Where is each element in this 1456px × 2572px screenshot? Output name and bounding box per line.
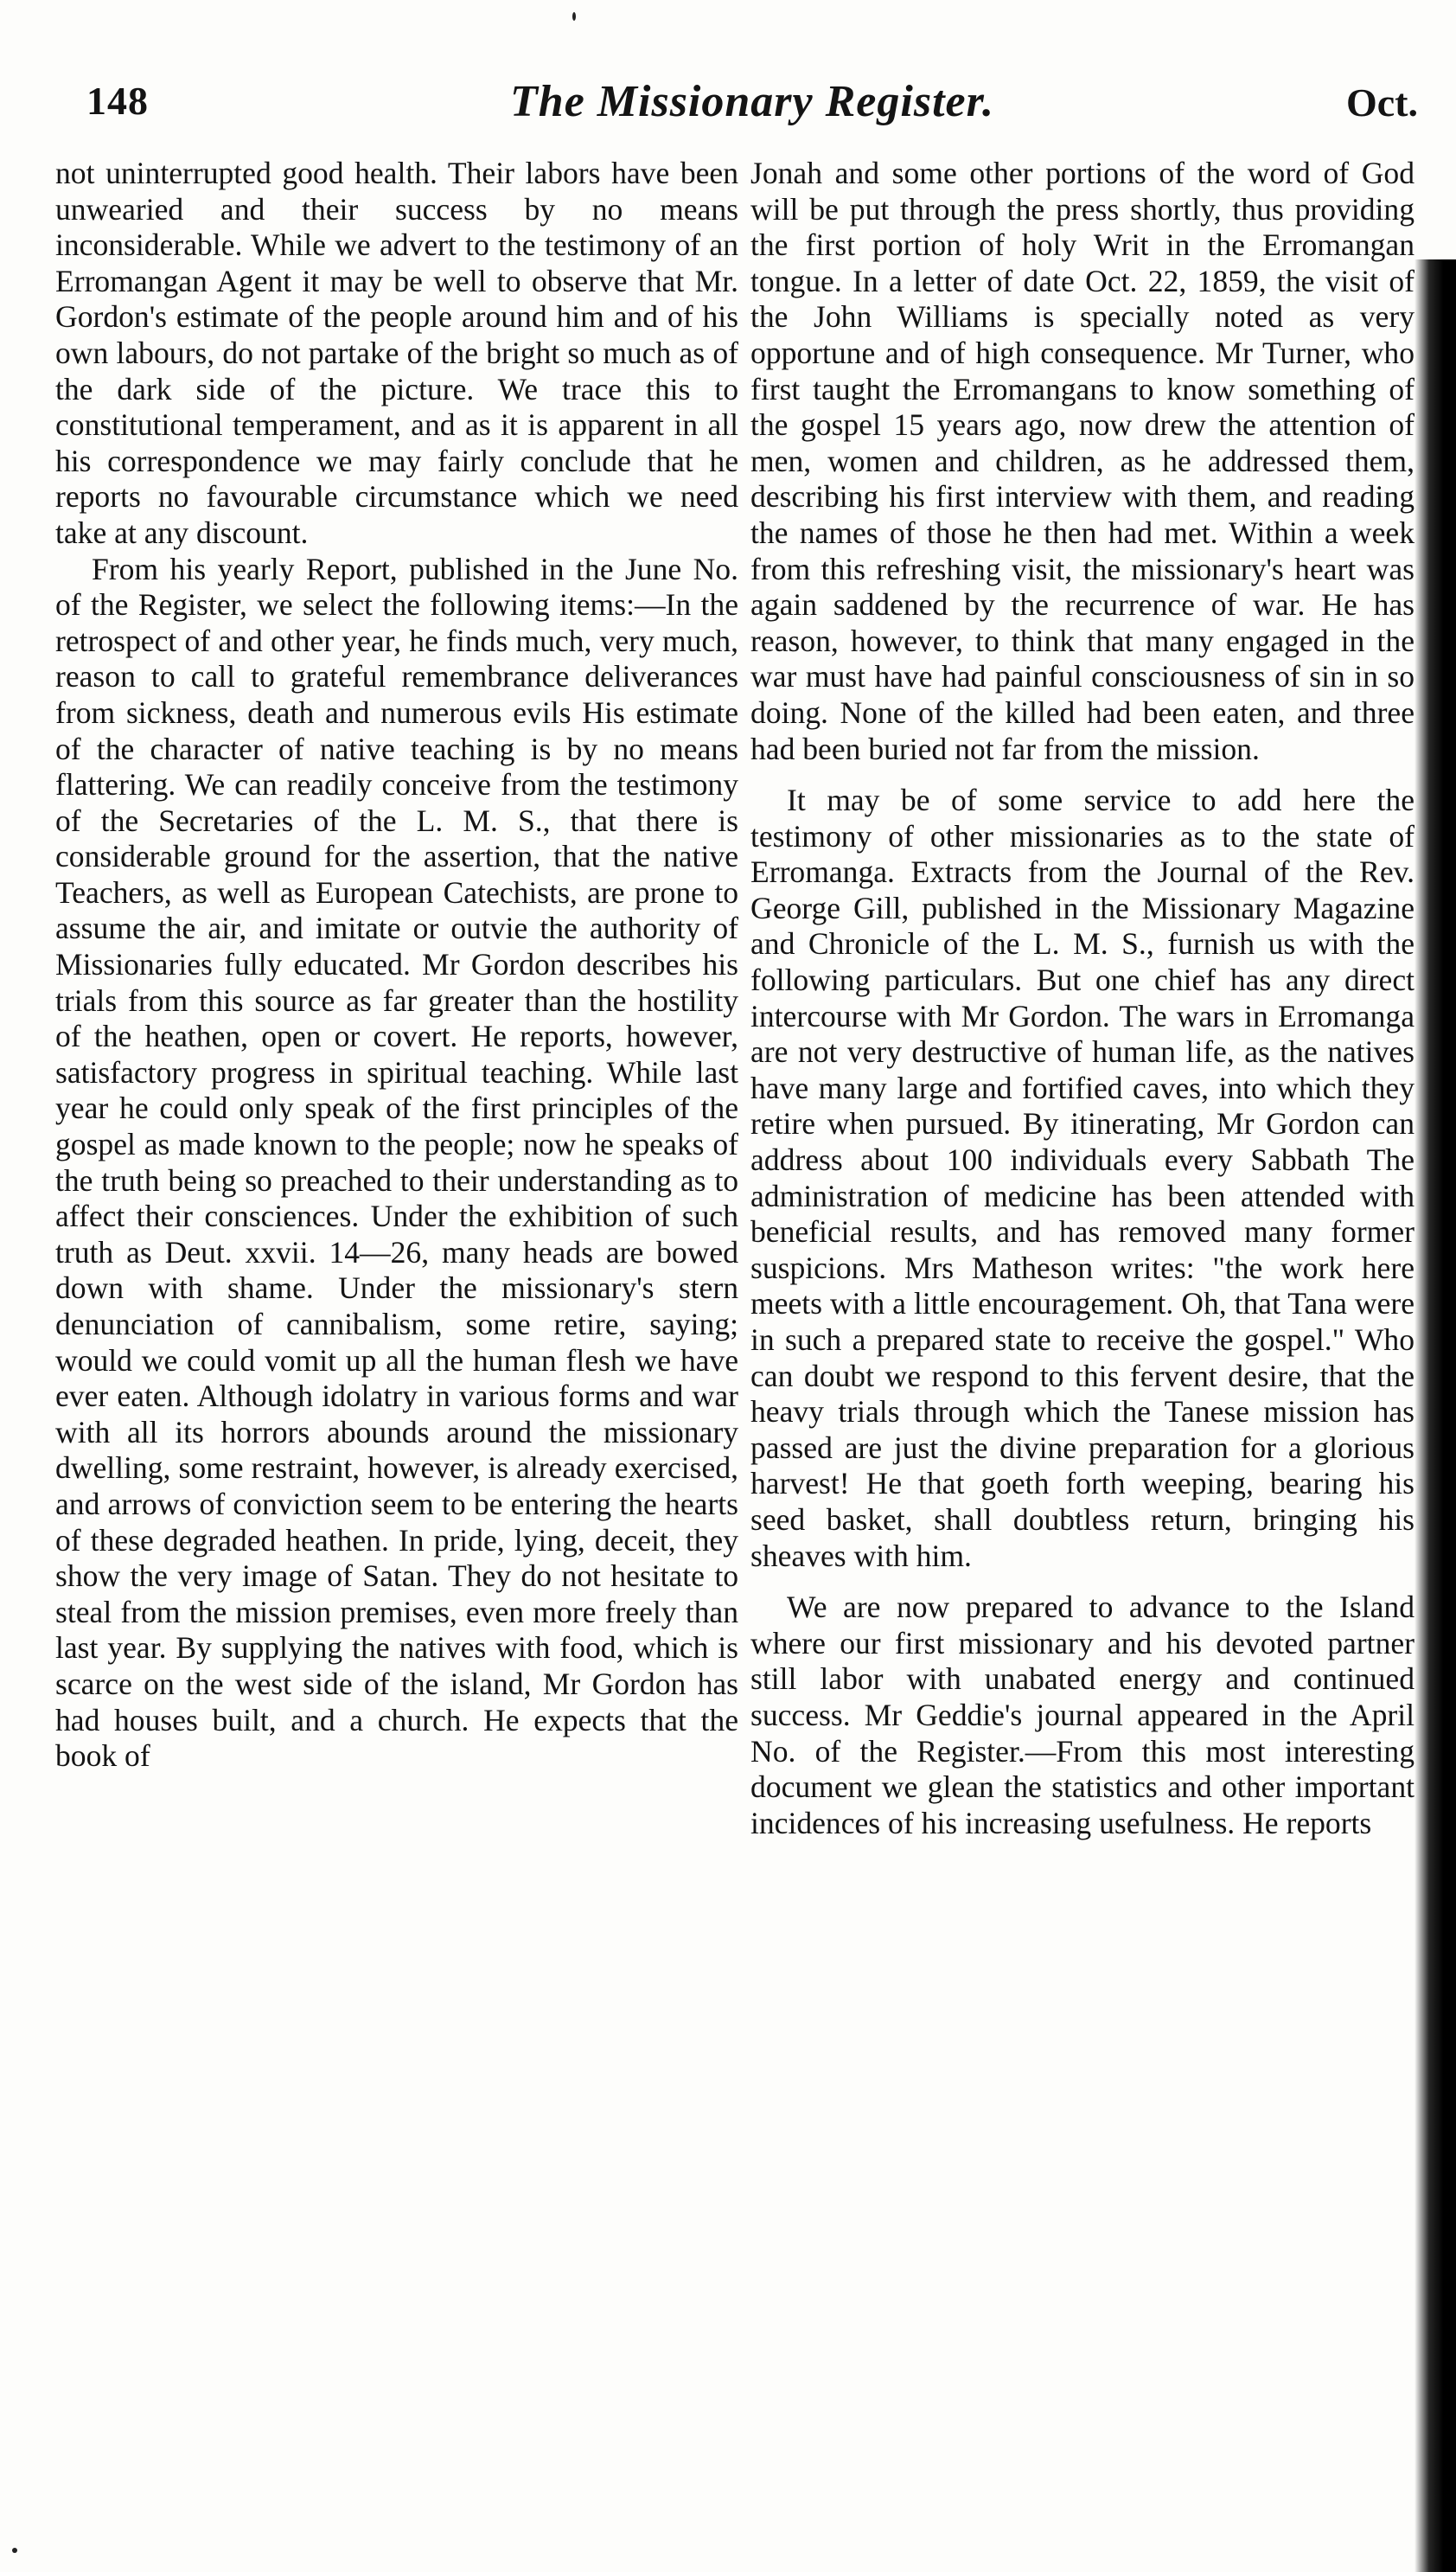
paragraph: not uninterrupted good health. Their labors have been unwearied and their success by no means inconsiderable. While we advert to the testimony of an Erromangan Agent it may be well to observe that Mr. Gordon's estimate of the people around him and of his own labours, do not partake of the bright so much as of the dark side of the picture. We trace this to constitutional temperament, and as it is apparent in all his correspondence we may fairly conclude that he reports no favourable circumstance which we need take at any discount. [55,156,738,550]
paragraph: We are now prepared to advance to the Island where our first missionary and his devoted partner still labor with unabated energy and continued success. Mr Geddie's journal appeared in the April No. of the Register.—From this most interesting document we glean the statistics and other important incidences of his increasing usefulness. He reports [750,1590,1414,1840]
binding-shadow [1414,259,1456,2572]
paragraph: It may be of some service to add here the testimony of other missionaries as to the state of Erromanga. Extracts from the Journal of the Rev. George Gill, published in the Missionary Magazine and Chronicle of the L. M. S., furnish us with the following particulars. But one chief has any direct intercourse with Mr Gordon. The wars in Erromanga are not very destructive of human life, as the natives have many large and fortified caves, into which they retire when pursued. By itinerating, Mr Gordon can address about 100 individuals every Sabbath The administration of medicine has been attended with beneficial results, and has removed many former suspicions. Mrs Matheson writes: "the work here meets with a little encouragement. Oh, that Tana were in such a prepared state to receive the gospel." Who can doubt we respond to this fervent desire, that the heavy trials through which the Tanese mission has passed are just the divine preparation for a glorious harvest! He that goeth forth weeping, bearing his seed basket, shall doubtless return, bringing his sheaves with him. [750,783,1414,1573]
journal-title: The Missionary Register. [510,77,994,126]
print-speck [572,12,576,21]
right-column [750,156,1414,1841]
page-number: 148 [86,79,149,123]
paragraph: From his yearly Report, published in the June No. of the Register, we select the following items:—In the retrospect of and other year, he finds much, very much, reason to call to grateful remembrance deliverances from sickness, death and numerous evils His estimate of the character of native teaching is by no means flattering. We can readily conceive from the testimony of the Secretaries of the L. M. S., that there is considerable ground for the assertion, that the native Teachers, as well as European Catechists, are prone to assume the air, and imitate or outvie the authority of Missionaries fully educated. Mr Gordon describes his trials from this source as far greater than the hostility of the heathen, open or covert. He reports, however, satisfactory progress in spiritual teaching. While last year he could only speak of the first principles of the gospel as made known to the people; now he speaks of the truth being so preached to their understanding as to affect their consciences. Under the exhibition of such truth as Deut. xxvii. 14—26, many heads are bowed down with shame. Under the missionary's stern denunciation of cannibalism, some retire, saying; would we could vomit up all the human flesh we have ever eaten. Although idolatry in various forms and war with all its horrors abounds around the missionary dwelling, some restraint, however, is already exercised, and arrows of conviction seem to be entering the hearts of these degraded heathen. In pride, lying, deceit, they show the very image of Satan. They do not hesitate to steal from the mission premises, even more freely than last year. By supplying the natives with food, which is scarce on the west side of the island, Mr Gordon has had houses built, and a church. He expects that the book of [55,551,738,1774]
issue-month: Oct. [1345,80,1418,125]
left-column [55,156,738,1775]
print-speck [12,2548,17,2553]
running-head [86,71,1418,140]
paragraph: Jonah and some other portions of the word of God will be put through the press shortly, thus providing the first portion of holy Writ in the Erromangan tongue. In a letter of date Oct. 22, 1859, the visit of the John Williams is specially noted as very opportune and of high consequence. Mr Turner, who first taught the Erromangans to know something of the gospel 15 years ago, now drew the attention of men, women and children, as he addressed them, describing his first interview with them, and reading the names of those he then had met. Within a week from this refreshing visit, the missionary's heart was again saddened by the recurrence of war. He has reason, however, to think that many engaged in the war must have had painful consciousness of sin in so doing. None of the killed had been eaten, and three had been buried not far from the mission. [750,156,1414,766]
